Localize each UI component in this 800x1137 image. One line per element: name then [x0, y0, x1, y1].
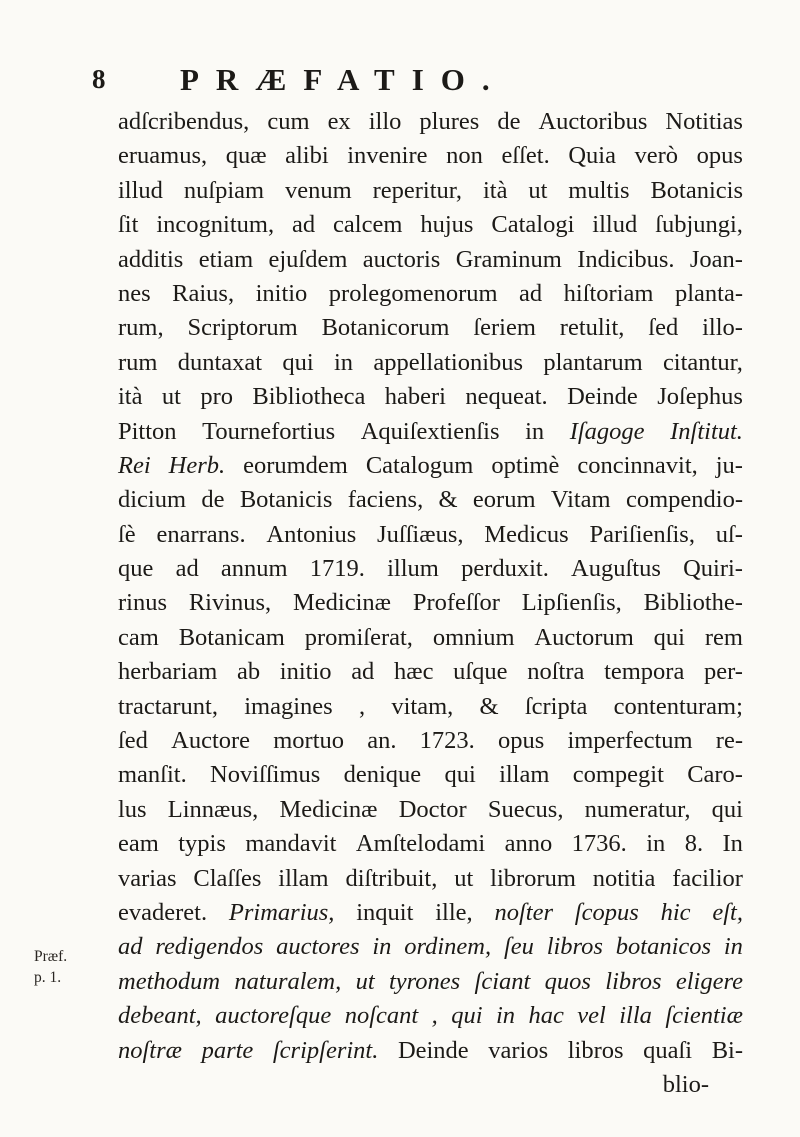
word: Lipſienſis,: [521, 589, 622, 617]
text-line: [118, 380, 743, 414]
word: concinnavit,: [577, 451, 698, 479]
word: noſter: [494, 898, 553, 926]
word: anno: [504, 830, 553, 858]
text-line: [118, 621, 743, 655]
word: in: [723, 933, 743, 961]
word: promiſerat,: [304, 623, 413, 651]
word: Scriptorum: [187, 314, 298, 342]
word: herbariam: [118, 658, 218, 686]
word: Rei: [118, 451, 151, 479]
word: ſed: [118, 727, 148, 755]
word: verò: [634, 142, 679, 170]
word: Catalogi: [491, 211, 575, 239]
word: Rivinus,: [188, 589, 272, 617]
text-line: [118, 311, 743, 345]
word: Auctore: [171, 727, 251, 755]
word: an.: [367, 727, 397, 755]
text-line: [118, 862, 743, 896]
word: ,: [358, 692, 366, 720]
word: prolegomenorum: [328, 279, 498, 307]
word: Medicus: [484, 520, 569, 548]
word: Linnæus,: [167, 795, 259, 823]
text-line: [118, 346, 743, 380]
word: que: [118, 555, 154, 583]
word: annum: [220, 555, 288, 583]
word: initio: [255, 279, 308, 307]
word: ju-: [715, 451, 743, 479]
word: reperitur,: [372, 176, 463, 204]
word: Medicinæ: [293, 589, 391, 617]
word: omnium: [432, 623, 515, 651]
word: eruamus,: [118, 142, 208, 170]
word: Iſagoge: [569, 417, 645, 445]
text-line: [118, 483, 743, 517]
word: noſcant: [344, 1002, 419, 1030]
word: evaderet.: [118, 898, 208, 926]
word: denique: [343, 761, 422, 789]
word: illud: [592, 211, 638, 239]
word: opus: [696, 142, 743, 170]
word: auctoris: [362, 245, 441, 273]
text-line: [118, 999, 743, 1033]
word: multis: [568, 176, 630, 204]
word: Juſſiæus,: [377, 520, 464, 548]
page-header: [92, 62, 652, 106]
word: tempora: [604, 658, 685, 686]
word: 1723.: [419, 727, 475, 755]
word: uſque: [453, 658, 508, 686]
word: ad: [351, 658, 375, 686]
word: libros: [567, 1036, 624, 1064]
word: Graminum: [455, 245, 562, 273]
word: in: [372, 933, 392, 961]
word: venum: [285, 176, 352, 204]
word: in: [646, 830, 666, 858]
word: ſeriem: [473, 314, 536, 342]
word: calcem: [333, 211, 403, 239]
word: auctoreſque: [215, 1002, 332, 1030]
word: Deinde: [567, 383, 638, 411]
word: compendio-: [625, 486, 743, 514]
word: Botanicam: [178, 623, 285, 651]
word: Herb.: [168, 451, 226, 479]
word: qui: [282, 348, 314, 376]
page-number: 8: [92, 64, 106, 94]
word: hiſtoriam: [563, 279, 654, 307]
text-line: [118, 243, 743, 277]
word: opus: [497, 727, 545, 755]
text-line: [118, 277, 743, 311]
word: ità: [118, 383, 143, 411]
word: Deinde: [397, 1036, 469, 1064]
word: invenire: [347, 142, 428, 170]
word: ſcientiæ: [665, 1002, 743, 1030]
word: &: [479, 692, 499, 720]
word: Profeſſor: [412, 589, 500, 617]
word: illo: [368, 108, 402, 135]
word: ſit: [118, 211, 139, 239]
text-line: [118, 930, 743, 964]
word: etiam: [198, 245, 254, 273]
word: illum: [387, 555, 439, 583]
word: Joſephus: [657, 383, 743, 411]
word: perduxit.: [461, 555, 549, 583]
text-line: [118, 105, 743, 139]
word: ſcripſerint.: [272, 1036, 379, 1064]
word: qui: [451, 1002, 483, 1030]
word: ,: [431, 1002, 438, 1030]
word: Auguſtus: [571, 555, 661, 583]
word: tractarunt,: [118, 692, 218, 720]
word: Botanicis: [650, 176, 743, 204]
word: ſed: [648, 314, 679, 342]
word: Noviſſimus: [210, 761, 321, 789]
word: illam: [278, 864, 329, 892]
word: Claſſes: [193, 864, 262, 892]
word: Catalogum: [365, 451, 474, 479]
word: Auctoribus: [538, 108, 648, 135]
word: lus: [118, 795, 147, 823]
word: quos: [544, 967, 591, 995]
word: Pitton: [118, 417, 177, 445]
word: 1719.: [309, 555, 365, 583]
text-line: [118, 1034, 743, 1068]
word: ad: [118, 933, 143, 961]
running-title: PRÆFATIO.: [180, 62, 507, 97]
text-line: [118, 724, 743, 758]
word: ut: [355, 967, 375, 995]
word: hic: [660, 898, 691, 926]
word: typis: [178, 830, 226, 858]
word: noſtra: [527, 658, 585, 686]
text-line: [118, 552, 743, 586]
word: manſit.: [118, 761, 187, 789]
word: in: [495, 1002, 515, 1030]
word: ut: [528, 176, 548, 204]
word: Botanicorum: [321, 314, 450, 342]
word: ut: [161, 383, 181, 411]
body-text: [118, 105, 743, 1102]
word: Notitias: [665, 108, 743, 135]
word: Bibliothe-: [643, 589, 743, 617]
word: ad: [292, 211, 316, 239]
word: quaſi: [643, 1036, 693, 1064]
word: hac: [528, 1002, 564, 1030]
word: ille,: [435, 898, 473, 926]
word: ordinem,: [404, 933, 492, 961]
text-line: [118, 1068, 743, 1102]
margin-reference: [34, 946, 67, 988]
word: inquit: [356, 898, 414, 926]
word: cum: [267, 108, 310, 135]
word: noſtræ: [118, 1036, 182, 1064]
word: ſciant: [474, 967, 531, 995]
word: eligere: [675, 967, 743, 995]
word: naturalem,: [234, 967, 342, 995]
word: qui: [653, 623, 685, 651]
word: non: [446, 142, 483, 170]
text-line: [118, 586, 743, 620]
word: librorum: [490, 864, 576, 892]
word: vitam,: [391, 692, 454, 720]
word: ſcopus: [574, 898, 639, 926]
word: incognitum,: [156, 211, 275, 239]
word: redigendos: [155, 933, 264, 961]
word: plures: [419, 108, 480, 135]
word: Amſtelodami: [355, 830, 486, 858]
word: Primarius,: [228, 898, 335, 926]
word: Inſtitut.: [670, 417, 743, 445]
word: Raius,: [172, 279, 235, 307]
word: appellationibus: [373, 348, 524, 376]
word: imagines: [244, 692, 333, 720]
word: debeant,: [118, 1002, 202, 1030]
word: rum: [118, 348, 158, 376]
word: libros: [605, 967, 662, 995]
word: Antonius: [266, 520, 357, 548]
word: In: [722, 830, 743, 858]
word: ità: [482, 176, 508, 204]
word: retulit,: [559, 314, 625, 342]
text-line: [118, 208, 743, 242]
word: vel: [577, 1002, 606, 1030]
word: plantarum: [543, 348, 643, 376]
text-line: [118, 896, 743, 930]
word: dicium: [118, 486, 187, 514]
word: de: [201, 486, 225, 514]
word: &: [438, 486, 458, 514]
word: ſè: [118, 520, 136, 548]
word: qui: [444, 761, 476, 789]
word: blio-: [662, 1070, 709, 1098]
text-line: [118, 690, 743, 724]
word: eorum: [472, 486, 536, 514]
word: eſt,: [712, 898, 743, 926]
text-line: [118, 518, 743, 552]
word: cam: [118, 623, 159, 651]
word: Joan-: [689, 245, 743, 273]
word: nequeat.: [465, 383, 548, 411]
text-line: [118, 965, 743, 999]
word: ejuſdem: [268, 245, 348, 273]
word: nes: [118, 279, 151, 307]
word: ut: [454, 864, 474, 892]
word: Auctorum: [534, 623, 634, 651]
word: nuſpiam: [183, 176, 265, 204]
margin-reference-line: Præf.: [34, 948, 68, 965]
word: in: [334, 348, 354, 376]
word: methodum: [118, 967, 221, 995]
text-line: [118, 655, 743, 689]
word: planta-: [674, 279, 743, 307]
word: Doctor: [398, 795, 467, 823]
word: alibi: [285, 142, 329, 170]
word: per-: [704, 658, 743, 686]
word: adſcribendus,: [118, 108, 250, 135]
word: initio: [279, 658, 332, 686]
word: varios: [488, 1036, 549, 1064]
text-line: [118, 449, 743, 483]
word: Tournefortius: [202, 417, 336, 445]
word: contenturam;: [613, 692, 743, 720]
word: uſ-: [715, 520, 743, 548]
word: enarrans.: [156, 520, 246, 548]
word: diſtribuit,: [345, 864, 438, 892]
word: imperfectum: [567, 727, 693, 755]
word: Quia: [568, 142, 616, 170]
word: ab: [236, 658, 261, 686]
word: numeratur,: [584, 795, 691, 823]
text-line: [118, 793, 743, 827]
word: in: [525, 417, 545, 445]
word: 8.: [684, 830, 704, 858]
word: notitia: [592, 864, 656, 892]
word: re-: [715, 727, 743, 755]
word: ad: [519, 279, 543, 307]
word: Botanicis: [239, 486, 333, 514]
word: tyrones: [388, 967, 461, 995]
word: illam: [499, 761, 550, 789]
word: faciens,: [347, 486, 424, 514]
word: eam: [118, 830, 159, 858]
word: botanicos: [615, 933, 712, 961]
word: Medicinæ: [279, 795, 378, 823]
margin-reference-line: p. 1.: [34, 969, 62, 986]
word: haberi: [384, 383, 446, 411]
word: facilior: [672, 864, 743, 892]
word: hæc: [393, 658, 434, 686]
text-line: [118, 139, 743, 173]
word: mortuo: [273, 727, 345, 755]
word: libros: [546, 933, 603, 961]
word: de: [497, 108, 521, 135]
word: hujus: [420, 211, 474, 239]
word: optimè: [491, 451, 560, 479]
word: Indicibus.: [577, 245, 675, 273]
text-line: [118, 827, 743, 861]
text-line: [118, 174, 743, 208]
word: pro: [200, 383, 234, 411]
word: eſſet.: [501, 142, 550, 170]
word: Aquiſextienſis: [360, 417, 500, 445]
word: illud: [118, 176, 163, 204]
word: ad: [175, 555, 199, 583]
word: auctores: [276, 933, 360, 961]
word: parte: [201, 1036, 254, 1064]
word: Bi-: [711, 1036, 743, 1064]
word: varias: [118, 864, 177, 892]
word: rum,: [118, 314, 164, 342]
word: mandavit: [245, 830, 337, 858]
word: rinus: [118, 589, 167, 617]
word: duntaxat: [177, 348, 263, 376]
text-line: [118, 415, 743, 449]
word: qui: [711, 795, 743, 823]
word: Bibliotheca: [252, 383, 366, 411]
word: 1736.: [571, 830, 627, 858]
word: Vitam: [550, 486, 611, 514]
word: ſeu: [503, 933, 534, 961]
text-line: [118, 758, 743, 792]
word: ex: [327, 108, 351, 135]
word: compegit: [572, 761, 664, 789]
word: illo-: [702, 314, 743, 342]
word: quæ: [225, 142, 267, 170]
word: ſubjungi,: [655, 211, 743, 239]
word: illa: [619, 1002, 652, 1030]
word: citantur,: [662, 348, 743, 376]
word: rem: [704, 623, 743, 651]
word: eorumdem: [243, 451, 348, 479]
word: Caro-: [687, 761, 743, 789]
word: additis: [118, 245, 184, 273]
word: Pariſienſis,: [589, 520, 695, 548]
word: ſcripta: [524, 692, 588, 720]
word: Suecus,: [487, 795, 564, 823]
word: Quiri-: [683, 555, 743, 583]
